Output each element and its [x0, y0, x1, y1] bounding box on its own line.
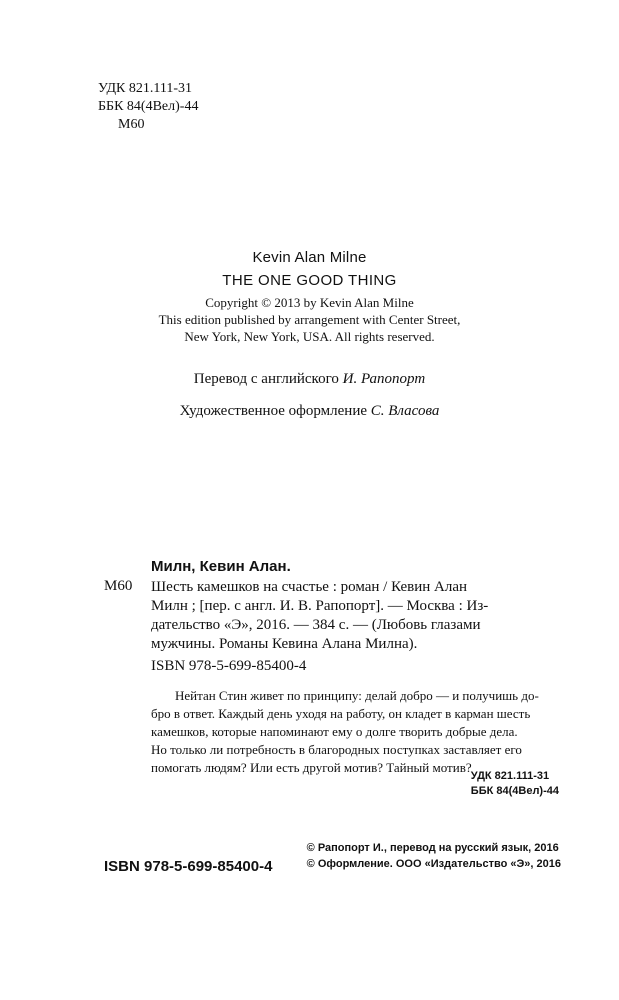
description-line: Шесть камешков на счастье : роман / Кевин Алан [151, 579, 468, 595]
copyright-translation: © Рапопорт И., перевод на русский язык, 2016 [306, 842, 559, 854]
catalog-description [151, 578, 561, 654]
annotation-line: камешков, которые напоминают ему о долге творить добрые дела. [151, 724, 518, 739]
design-credit [0, 403, 619, 420]
footer-copyrights [307, 840, 561, 872]
description-line: мужчины. Романы Кевина Алана Милна). [151, 636, 418, 652]
original-author: Kevin Alan Milne [252, 249, 367, 266]
catalog-isbn: ISBN 978-5-699-85400-4 [151, 658, 307, 674]
footer-isbn: ISBN 978-5-699-85400-4 [104, 858, 273, 875]
copyright-line: Copyright © 2013 by Kevin Alan Milne [205, 295, 414, 310]
original-title: THE ONE GOOD THING [222, 272, 397, 289]
author-mark: М60 [118, 117, 145, 132]
udk-code: УДК 821.111-31 [98, 81, 193, 96]
catalog-code: М60 [104, 578, 133, 594]
annotation-line: помогать людям? Или есть другой мотив? Тайный мотив? [151, 760, 472, 775]
copyright-design: © Оформление. ООО «Издательство «Э», 2016 [306, 858, 561, 870]
copyright-line: New York, New York, USA. All rights reserved. [184, 329, 435, 344]
designer-name: С. Власова [370, 403, 440, 419]
annotation [151, 687, 561, 777]
annotation-line: Нейтан Стин живет по принципу: делай добро — и получишь до- [175, 688, 539, 703]
translation-credit [0, 371, 619, 388]
copyright-line: This edition published by arrangement with Center Street, [158, 312, 461, 327]
annotation-line: бро в ответ. Каждый день уходя на работу, он кладет в карман шесть [151, 706, 531, 721]
translator-name: И. Рапопорт [342, 371, 426, 387]
design-label: Художественное оформление [179, 403, 368, 419]
description-line: дательство «Э», 2016. — 384 с. — (Любовь глазами [151, 617, 481, 633]
classification-codes [98, 80, 198, 134]
annotation-line: Но только ли потребность в благородных поступках заставляет его [151, 742, 522, 757]
catalog-udk: УДК 821.111-31 [470, 770, 550, 782]
catalog-classification [471, 769, 559, 799]
original-copyright [0, 294, 619, 345]
bbk-code: ББК 84(4Вел)-44 [98, 99, 199, 114]
catalog-bbk: ББК 84(4Вел)-44 [470, 785, 559, 797]
catalog-author-heading: Милн, Кевин Алан. [151, 558, 291, 575]
description-line: Милн ; [пер. с англ. И. В. Рапопорт]. — Москва : Из- [151, 598, 489, 614]
translation-label: Перевод с английского [193, 371, 339, 387]
